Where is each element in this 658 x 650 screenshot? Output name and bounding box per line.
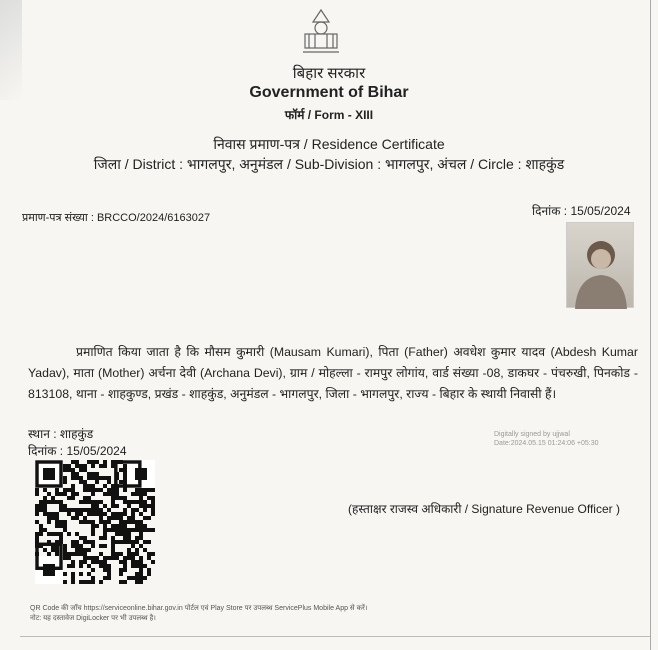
- digital-signature: [494, 430, 599, 448]
- applicant-photo: [566, 222, 634, 308]
- footer-note: [30, 604, 368, 624]
- jurisdiction: जिला / District : भागलपुर, अनुमंडल / Sub-Division : भागलपुर, अंचल / Circle : शाहकुंड: [93, 156, 565, 172]
- bihar-emblem-icon: [299, 8, 343, 56]
- signature-signer: Digitally signed by ujjwal: [494, 431, 570, 438]
- hindi-government-title: बिहार सरकार: [292, 65, 366, 82]
- border-line: [20, 636, 650, 637]
- certificate-date: दिनांक : 15/05/2024: [532, 204, 631, 218]
- qr-verification-note: QR Code की जाँच https://serviceonline.bihar.gov.in पोर्टल एवं Play Store पर उपलब्ध ServicePlus Mobile App से करें।: [30, 605, 368, 612]
- form-number: फॉर्म / Form - XIII: [284, 108, 374, 122]
- place-date: दिनांक : 15/05/2024: [28, 444, 127, 458]
- qr-code[interactable]: [35, 460, 155, 584]
- certificate-body: प्रमाणित किया जाता है कि मौसम कुमारी (Mausam Kumari), पिता (Father) अवधेश कुमार यादव (Abdesh Kumar Yadav), माता (Mother) अर्चना देवी (Archana Devi), ग्राम / मोहल्ला - रामपुर लोगांय, वार्ड संख्या -08, डाकघर - पंचरुखी, पिनकोड - 813108, थाना - शाहकुण्ड, प्रखंड - शाहकुंड, अनुमंडल - भागलपुर, जिला - भागलपुर, राज्य - बिहार के स्थायी निवासी हैं।: [28, 345, 638, 401]
- officer-signature-label: (हस्ताक्षर राजस्व अधिकारी / Signature Revenue Officer ): [348, 502, 620, 516]
- certificate-number: प्रमाण-पत्र संख्या : BRCCO/2024/6163027: [22, 212, 211, 224]
- government-title: Government of Bihar: [249, 84, 409, 101]
- signature-date: Date:2024.05.15 01:24:06 +05:30: [494, 440, 599, 447]
- place: स्थान : शाहकुंड: [28, 427, 94, 441]
- certificate-type: निवास प्रमाण-पत्र / Residence Certificate: [213, 136, 445, 152]
- digilocker-note: नोट: यह दस्तावेज DigiLocker पर भी उपलब्ध है।: [30, 615, 156, 622]
